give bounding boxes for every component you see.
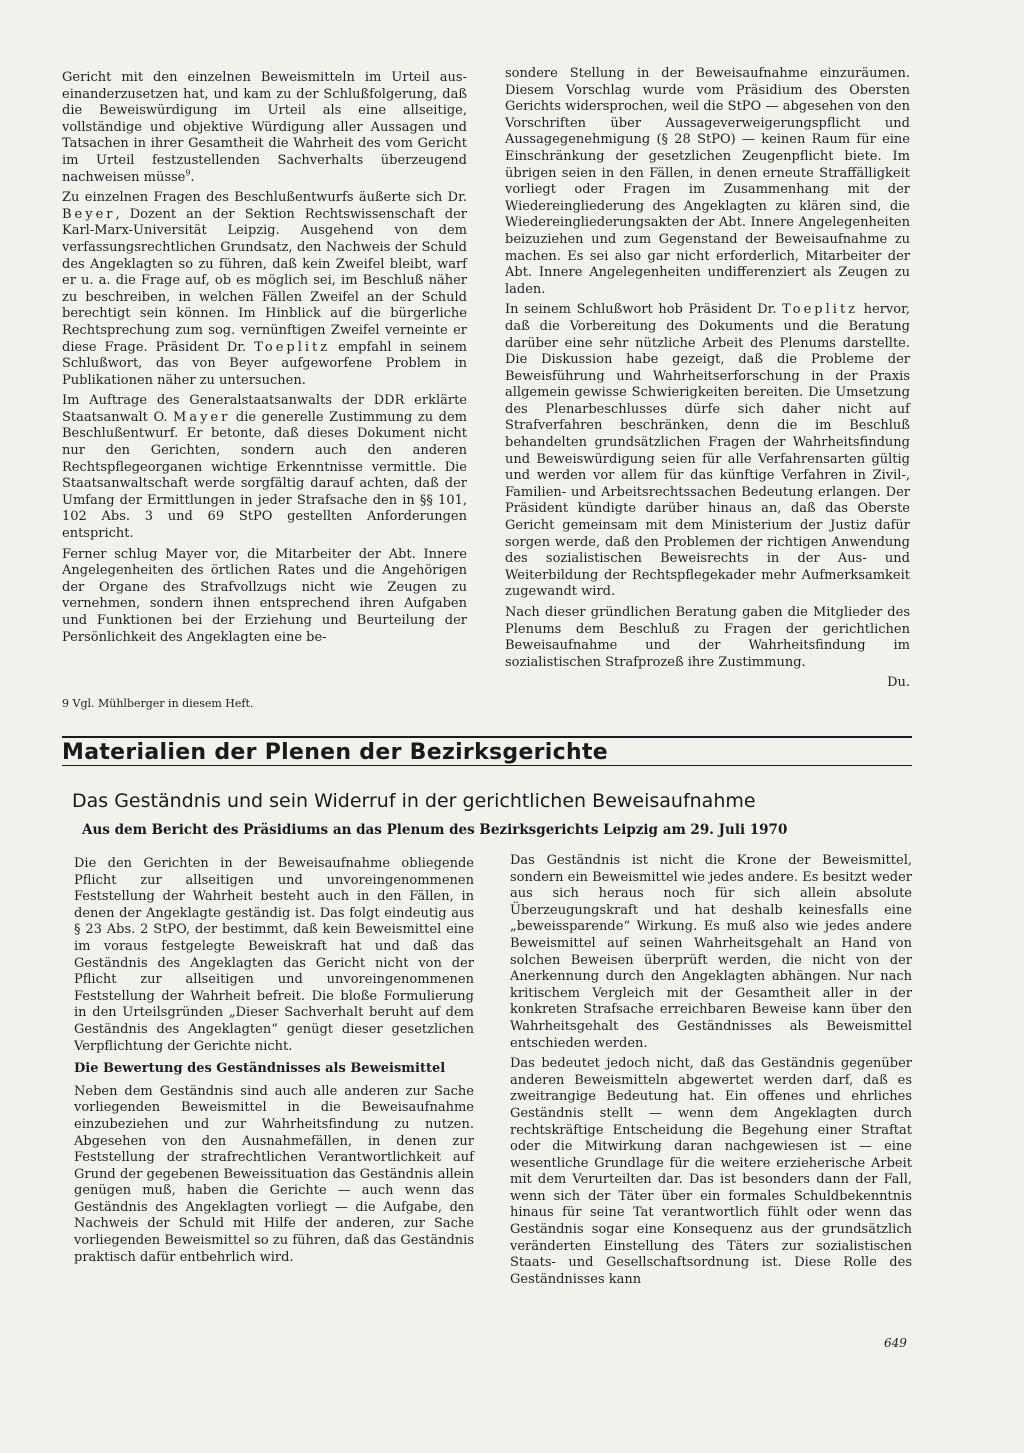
footnote: 9 Vgl. Mühlberger in diesem Heft.	[62, 697, 254, 710]
subheading: Die Bewertung des Geständnisses als Beweismittel	[74, 1061, 446, 1077]
paragraph: Neben dem Geständnis sind auch alle anderen zur Sache vorliegenden Beweismittel in die Beweisaufnahme einzubeziehen und zur Wahrheitsfindung zu nutzen. Abgesehen von den Ausnahmefällen, in denen zur Feststellung der strafrechtlichen Verantwortlichkeit auf Grund der gegebenen Beweissituation das Geständnis allein genügen muß, haben die Gerichte — auch wenn das Geständnis des Angeklagten vorliegt — die Aufgabe, den Nachweis der Schuld mit Hilfe der anderen, zur Sache vorliegenden Beweismittel so zu führen, daß das Geständnis praktisch dafür entbehrlich wird.	[74, 1083, 474, 1265]
paragraph: In seinem Schlußwort hob Präsident Dr. Toeplitz hervor, daß die Vorbereitung des Dokuments und die Beratung darüber eine sehr nützliche Arbeit des Plenums darstellte. Die Diskussion habe gezeigt, daß die Probleme der Beweisführung und Wahrheitserforschung in der Praxis allgemein gewisse Schwierigkeiten bereiten. Die Umsetzung des Plenarbeschlusses dürfe sich daher nicht auf Strafverfahren beschränken, denn die im Beschluß behandelten grundsätzlichen Fragen der Wahrheitsfindung und Beweiswürdigung seien für alle Verfahrensarten gültig und werden vor allem für das künftige Verfahren in Zivil-, Familien- und Arbeitsrechtssachen Bedeutung erlangen. Der Präsident kündigte darüber hinaus an, daß das Oberste Gericht gemeinsam mit dem Ministerium der Justiz dafür sorgen werde, daß den Problemen der richtigen Anwendung des sozialistischen Beweisrechts in der Aus- und Weiterbildung der Rechtspflegekader mehr Aufmerksamkeit zugewandt wird.	[505, 302, 910, 600]
person-name: Mayer	[173, 409, 231, 425]
text-column-bottom-right	[510, 853, 912, 1292]
text-column-top-left	[62, 70, 467, 650]
person-name: Toeplitz	[254, 339, 331, 355]
paragraph: sondere Stellung in der Beweisaufnahme einzuräumen. Diesem Vorschlag wurde vom Präsidium des Obersten Gerichts widersprochen, weil die StPO — abgesehen von den Vorschriften über Aussageverweigerungspflicht und Aussagegenehmigung (§ 28 StPO) — keinen Raum für eine Einschränkung der gesetzlichen Zeugenpflicht biete. Im übrigen seien in den Fällen, in denen erneute Straffälligkeit vorliegt oder Fragen im Zusammenhang mit der Wiedereingliederung des Angeklagten zu klären sind, die Wiedereingliederungsakten der Abt. Innere Angelegenheiten beizuziehen und zum Gegenstand der Beweisaufnahme zu machen. Es sei also gar nicht erforderlich, Mitarbeiter der Abt. Innere Angelegenheiten undifferenziert als Zeugen zu laden.	[505, 66, 910, 297]
person-name: Beyer	[62, 206, 116, 222]
paragraph: Gericht mit den einzelnen Beweismitteln im Urteil aus-einanderzusetzen hat, und kam zu der Schlußfolgerung, daß die Beweiswürdigung im Urteil als eine allseitige, vollständige und objektive Würdigung aller Aussagen und Tatsachen in ihrer Gesamtheit die Wahrheit des vom Gericht im Urteil festzustellenden Sachverhalts überzeugend nachweisen müsse$^9$.	[62, 70, 467, 185]
paragraph: Das Geständnis ist nicht die Krone der Beweismittel, sondern ein Beweismittel wie jedes andere. Es besitzt weder aus sich heraus noch für sich allein absolute Überzeugungskraft und hat deshalb keinesfalls eine „beweissparende“ Wirkung. Es muß also wie jedes andere Beweismittel auf seinen Wahrheitsgehalt an Hand von solchen Beweisen überprüft werden, die nicht von der Anerkennung durch den Angeklagten abhängen. Nur nach kritischem Vergleich mit der Gesamtheit aller in der konkreten Strafsache erreichbaren Beweise kann über den Wahrheitsgehalt des Geständnisses als Beweismittel entschieden werden.	[510, 853, 912, 1051]
section-rule-top	[62, 736, 912, 738]
signoff-line	[505, 675, 910, 692]
text-column-top-right	[505, 66, 910, 692]
paragraph: Nach dieser gründlichen Beratung gaben die Mitglieder des Plenums dem Beschluß zu Fragen der gerichtlichen Beweisaufnahme und der Wahrheitsfindung im sozialistischen Strafprozeß ihre Zustimmung.	[505, 605, 910, 670]
paragraph: Im Auftrage des Generalstaatsanwalts der DDR erklärte Staatsanwalt O. Mayer die generelle Zustimmung zu dem Beschlußentwurf. Er betonte, daß dieses Dokument nicht nur den Gerichten, sondern auch den anderen Rechtspflegeorganen wichtige Erkenntnisse vermittle. Die Staatsanwaltschaft werde sorgfältig darauf achten, daß der Umfang der Ermittlungen in jeder Strafsache den in §§ 101, 102 Abs. 3 und 69 StPO gestellten Anforderungen entspricht.	[62, 393, 467, 542]
footnote-marker: 9	[185, 168, 191, 178]
paragraph: Zu einzelnen Fragen des Beschlußentwurfs äußerte sich Dr. Beyer, Dozent an der Sektion Rechtswissenschaft der Karl-Marx-Universität Leipzig. Ausgehend von dem verfassungsrechtlichen Grundsatz, den Nachweis der Schuld des Angeklagten so zu führen, daß kein Zweifel bleibt, warf er u. a. die Frage auf, ob es möglich sei, im Beschluß näher zu beschreiben, in welchen Fällen Zweifel an der Schuld berechtigt sein können. Im Hinblick auf die bürgerliche Rechtsprechung zum sog. vernünftigen Zweifel verneinte er diese Frage. Präsident Dr. Toeplitz empfahl in seinem Schlußwort, das von Beyer aufgeworfene Problem in Publikationen näher zu untersuchen.	[62, 190, 468, 388]
paragraph: Die den Gerichten in der Beweisaufnahme obliegende Pflicht zur allseitigen und unvoreingenommenen Feststellung der Wahrheit besteht auch in den Fällen, in denen der Angeklagte geständig ist. Das folgt eindeutig aus § 23 Abs. 2 StPO, der bestimmt, daß kein Beweismittel eine im voraus festgelegte Beweiskraft hat und daß das Geständnis des Angeklagten das Gericht nicht von der Pflicht zur allseitigen und unvoreingenommenen Feststellung der Wahrheit befreit. Die bloße Formulierung in den Urteilsgründen „Dieser Sachverhalt beruht auf dem Geständnis des Angeklagten“ genügt dieser gesetzlichen Verpflichtung der Gerichte nicht.	[74, 856, 474, 1054]
page-number: 649	[884, 1336, 907, 1350]
article-title: Das Geständnis und sein Widerruf in der gerichtlichen Beweisaufnahme	[72, 790, 756, 812]
text-column-bottom-left	[74, 856, 474, 1270]
section-rule-bottom	[62, 765, 912, 766]
article-subtitle: Aus dem Bericht des Präsidiums an das Plenum des Bezirksgerichts Leipzig am 29. Juli 1970	[82, 822, 788, 838]
paragraph: Das bedeutet jedoch nicht, daß das Geständnis gegenüber anderen Beweismitteln abgewertet werden darf, daß es zweitrangige Bedeutung hat. Ein offenes und ehrliches Geständnis stellt — wenn dem Angeklagten durch rechtskräftige Entscheidung die Begehung einer Straftat oder die Mitwirkung daran nachgewiesen ist — eine wesentliche Grundlage für die weitere erzieherische Arbeit mit dem Verurteilten dar. Das ist besonders dann der Fall, wenn sich der Täter über ein formales Schuldbekenntnis hinaus für seine Tat verantwortlich fühlt oder wenn das Geständnis sogar eine Konsequenz aus der grundsätzlich veränderten Einstellung des Täters zur sozialistischen Staats- und Gesellschaftsordnung ist. Diese Rolle des Geständnisses kann	[510, 1056, 912, 1287]
paragraph: Ferner schlug Mayer vor, die Mitarbeiter der Abt. Innere Angelegenheiten des örtlichen Rates und die Angehörigen der Organe des Strafvollzugs nicht wie Zeugen zu vernehmen, sondern ihnen entsprechend ihren Aufgaben und Funktionen bei der Erziehung und Beurteilung der Persönlichkeit des Angeklagten eine be-	[62, 546, 467, 645]
person-name: Toeplitz	[782, 302, 859, 318]
section-title: Materialien der Plenen der Bezirksgerichte	[62, 740, 608, 765]
author-initials: Du.	[887, 675, 910, 691]
